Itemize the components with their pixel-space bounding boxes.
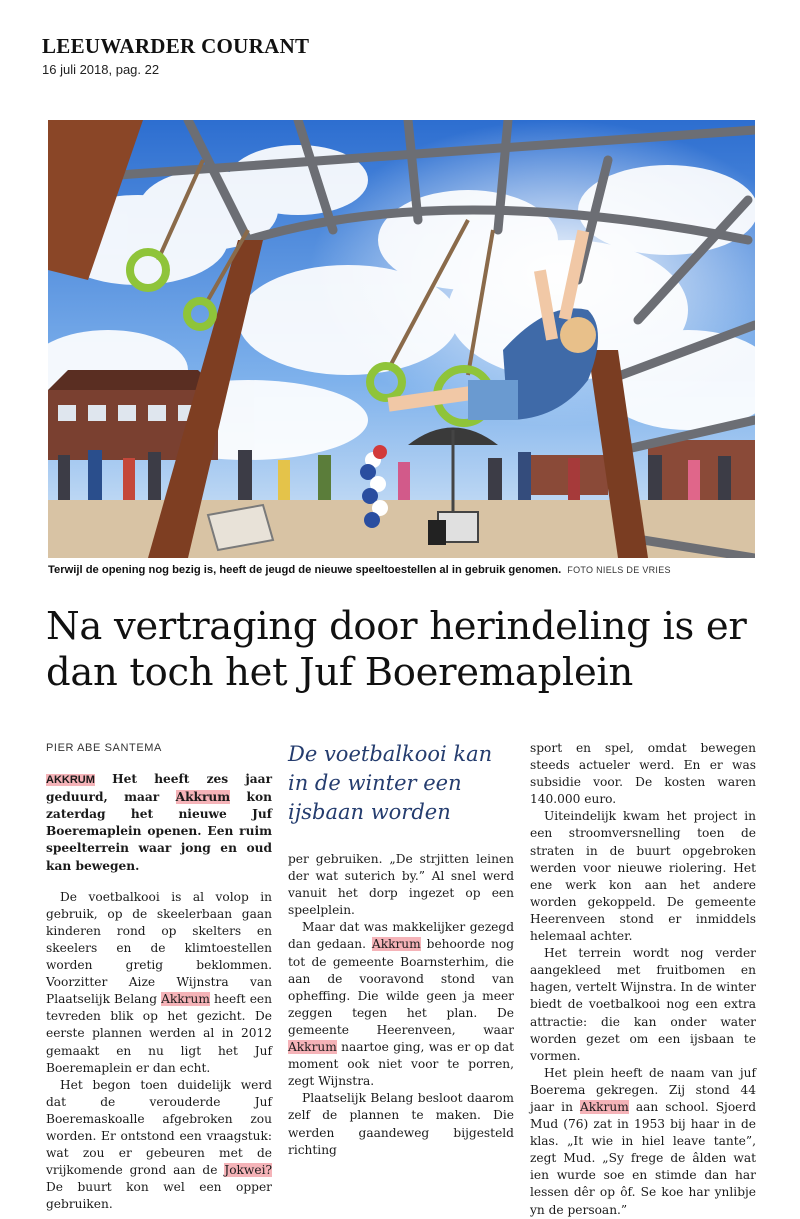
article-headline: Na vertraging door herindeling is er dan toch het Juf Boeremaplein [46,604,747,695]
paragraph: per gebruiken. „De strjitten leinen der wat suterich by.” Al snel werd vanuit het dorp ingezet op een speelplein. [288,852,514,918]
byline: PIER ABE SANTEMA [46,742,162,754]
search-highlight: Akkrum [579,1099,629,1114]
paragraph [530,1065,756,1219]
text: De buurt kon wel een opper gebruiken. [46,1180,272,1212]
search-highlight: Akkrum [371,937,421,952]
article-intro [46,771,272,875]
search-highlight: Akkrum [175,790,231,805]
publication-date: 16 juli 2018, pag. 22 [42,62,160,77]
paragraph: Het terrein wordt nog verder aangekleed met fruitbomen en hagen, vertelt Wijnstra. In de winter biedt de voetbalkooi nog een extra attractie: die kan onder water worden gezet om een ijsbaan te vormen. [530,946,756,1063]
paragraph: sport en spel, omdat bewegen steeds actueler werd. En er was subsidie voor. De kosten waren 140.000 euro. [530,741,756,807]
text: aan school. Sjoerd Mud (76) zat in 1953 bij haar in de klas. „It wie in hiel leave tante”, zegt Mud. „Sy frege de âlden wat ien wurde soe en stimde dan har lessen dêr op ôf. Se koe har ynlibje yn de persoan.” [530,1099,756,1217]
text: Maar dat was makkelijker gezegd dan gedaan. [288,920,514,952]
intro-text: kon zaterdag het nieuwe Juf Boeremaplein openen. Een ruim speelterrein waar jong en oud kan bewegen. [46,790,272,873]
article-column-3 [530,740,756,1219]
search-highlight: Akkrum [288,1040,337,1055]
paragraph: Uiteindelijk kwam het project in een stroomversnelling toen de straten in de buurt opgebroken werden voor nieuwe riolering. Het ene werk kon aan het andere worden gekoppeld. De gemeente Heerenveen stond er inmiddels helemaal achter. [530,809,756,944]
search-highlight: Akkrum [161,992,210,1007]
text: Het begon toen duidelijk werd dat de verouderde Juf Boeremaskoalle afgebroken zou worden. Er ontstond een vraagstuk: wat zou er gebeuren met de vrijkomende grond aan de [46,1077,272,1178]
text: behoorde nog tot de gemeente Boarnsterhim, die aan de vooravond stond van opheffing. Die wilde geen ja meer zeggen tegen het plan. De gemeente Heerenveen, waar [288,937,514,1037]
intro-text: Het heeft zes jaar geduurd, maar [46,772,272,805]
paragraph [288,919,514,1090]
dateline-place: AKKRUM [46,774,95,787]
article-photo [48,120,755,558]
article-column-1 [46,740,272,1213]
photo-credit: FOTO NIELS DE VRIES [567,565,671,575]
playground-photo-illustration [48,120,755,558]
paragraph: Plaatselijk Belang besloot daarom zelf de plannen te maken. Die werden gaandeweg bijgesteld richting [288,1091,514,1157]
pull-quote: De voetbalkooi kan in de winter een ijsbaan worden [288,742,493,824]
photo-caption [48,564,755,576]
text: heeft een tevreden blik op het gezicht. De eerste plannen werden al in 2012 gemaakt en nu ligt het Juf Boeremaplein er dan echt. [46,992,272,1075]
text: naartoe ging, was er op dat moment ook niet voor te porren, zegt Wijnstra. [288,1040,514,1089]
search-highlight: Jokwei? [224,1163,272,1178]
paragraph [46,1077,272,1214]
caption-text: Terwijl de opening nog bezig is, heeft de jeugd de nieuwe speeltoestellen al in gebruik genomen. [48,564,562,576]
text: Het plein heeft de naam van juf Boerema gekregen. Zij stond 44 jaar in [530,1065,756,1114]
article-column-2 [288,740,514,1159]
newspaper-masthead: LEEUWARDER COURANT [42,34,310,58]
paragraph [46,889,272,1077]
text: De voetbalkooi is al volop in gebruik, op de skeelerbaan gaan kinderen rond op skelters en skeelers en de klimtoestellen worden gretig beklommen. Voorzitter Aize Wijnstra van Plaatselijk Belang [46,889,272,1007]
